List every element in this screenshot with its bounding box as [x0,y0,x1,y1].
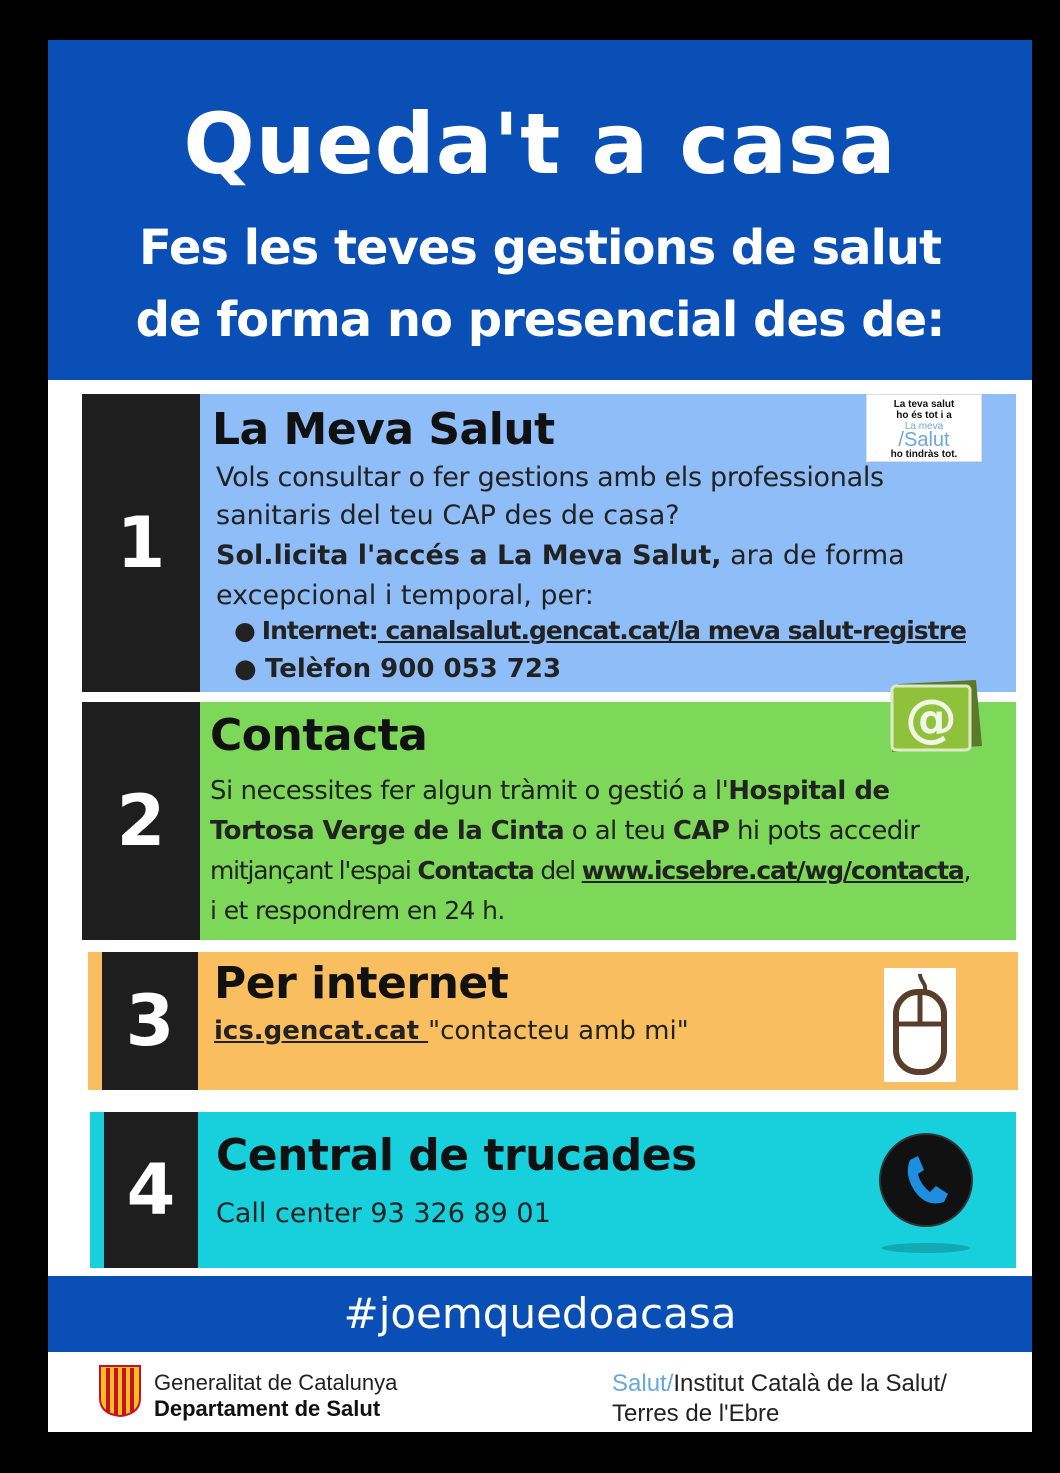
logo-text-line-5: ho tindràs tot. [890,449,958,460]
cap-label: CAP [672,816,730,846]
subtitle-line-2: de forma no presencial des de: [135,292,945,348]
section-title-2: Contacta [210,710,428,761]
subtitle-line-1: Fes les teves gestions de salut [138,220,942,276]
logo-text-line-4: /Salut [898,429,950,451]
section-1-line-2: sanitaris del teu CAP des de casa? [216,500,680,531]
section-1-line-3-rest: ara de forma [721,540,905,571]
bullet-dot: ● [234,654,265,684]
call-center-number: Call center 93 326 89 01 [216,1198,551,1229]
ics-institute: Institut Català de la Salut/ [673,1370,947,1397]
email-at-icon [886,680,984,760]
footer-logos [48,1352,1032,1432]
section-2-line-4: i et respondrem en 24 h. [210,896,505,925]
section-number-3: 3 [102,952,198,1090]
ics-name [612,1370,947,1398]
section-title-4: Central de trucades [216,1130,697,1181]
section-3-line [214,1016,689,1046]
hashtag-banner: #joemquedoacasa [48,1276,1032,1352]
section-2-line-1: Si necessites fer algun tràmit o gestió a l'Hospital de [210,776,890,806]
section-1-bullet-internet [234,616,966,645]
section-1-request-access: Sol.licita l'accés a La Meva Salut, [216,540,722,571]
hospital-name: Hospital de [728,776,890,806]
poster [48,40,1032,1432]
section-1-line-1: Vols consultar o fer gestions amb els professionals [216,462,884,493]
header-banner [48,40,1032,380]
section-per-internet [88,952,1018,1090]
section-1-bullet-phone [234,654,561,684]
ics-gencat-link[interactable]: ics.gencat.cat [214,1016,429,1046]
section-number-2: 2 [82,702,200,940]
la-meva-salut-registration-link[interactable]: canalsalut.gencat.cat/la meva salut-registre [377,616,966,645]
section-title-1: La Meva Salut [212,404,555,455]
svg-text:@: @ [905,689,957,749]
generalitat-name: Generalitat de Catalunya [154,1370,398,1395]
bullet-dot: ● [234,616,262,645]
contacta-label: Contacta [417,856,534,885]
salut-prefix: Salut/ [612,1370,674,1397]
page-title: Queda't a casa [183,95,897,193]
ics-region: Terres de l'Ebre [612,1400,780,1427]
section-title-3: Per internet [214,958,509,1009]
icsebre-contacta-link[interactable]: www.icsebre.cat/wg/contacta [581,856,964,885]
phone-icon [876,1132,980,1256]
logo-text-line-3: La meva [904,421,944,432]
section-1-line-4: excepcional i temporal, per: [216,580,594,611]
departament-de-salut: Departament de Salut [154,1396,381,1421]
la-meva-salut-phone: Telèfon 900 053 723 [264,654,562,684]
mouse-icon [884,968,956,1082]
la-meva-salut-logo [866,394,982,462]
section-1-line-3 [216,540,905,571]
generalitat-shield-icon [98,1364,142,1418]
logo-text-line-1: La teva salut ho és tot i a [893,399,955,421]
section-2-line-2: Tortosa Verge de la Cinta o al teu CAP hi pots accedir [210,816,920,846]
section-number-4: 4 [104,1112,198,1268]
hospital-name-cont: Tortosa Verge de la Cinta [210,816,565,846]
section-2-line-3: mitjançant l'espai Contacta del www.icsebre.cat/wg/contacta, [210,856,971,885]
bullet-internet-label: Internet: [261,616,378,645]
section-la-meva-salut [82,394,1016,692]
contacteu-amb-mi: "contacteu amb mi" [428,1016,689,1046]
section-central-de-trucades [90,1112,1016,1268]
section-contacta [82,689,1016,940]
section-number-1: 1 [82,394,200,692]
